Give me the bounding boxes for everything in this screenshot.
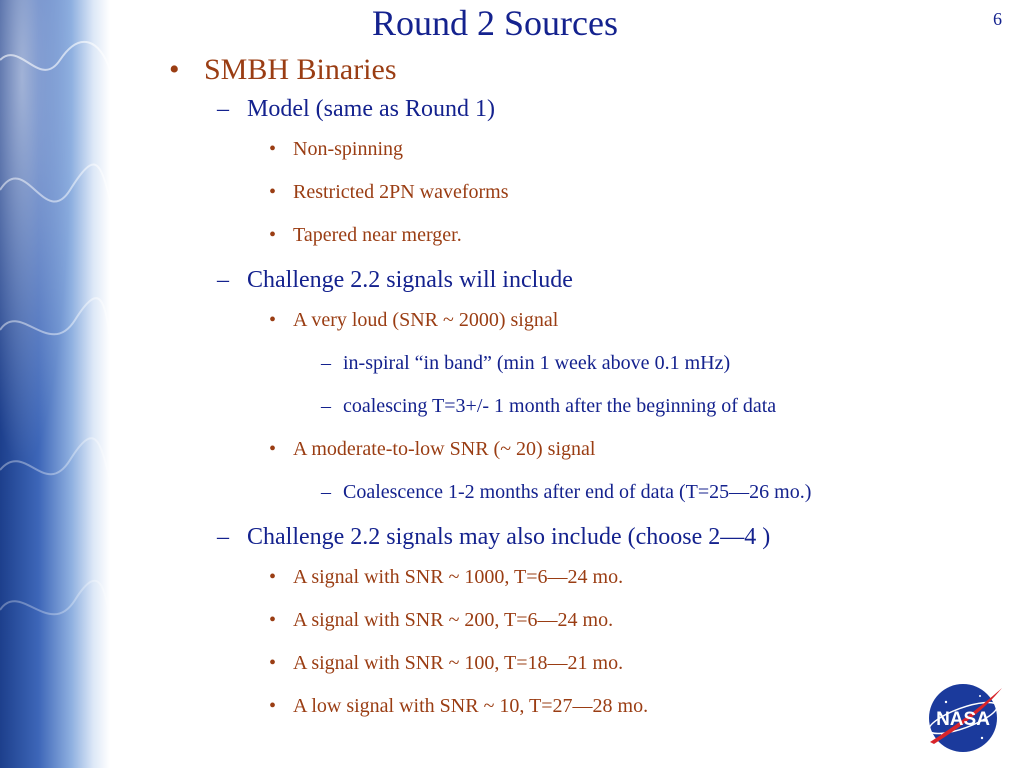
level3-text: Non-spinning — [293, 138, 403, 160]
level1-text: SMBH Binaries — [204, 53, 397, 86]
bullet-marker: • — [269, 309, 277, 331]
bullet-marker: • — [269, 652, 277, 674]
level4-list — [169, 352, 989, 432]
bullet-marker: • — [269, 566, 277, 588]
dash-marker: – — [217, 267, 229, 293]
level3-text: Tapered near merger. — [293, 224, 462, 246]
level2-list — [169, 96, 989, 732]
level3-text: Restricted 2PN waveforms — [293, 181, 509, 203]
bullet-marker: • — [269, 609, 277, 631]
level2-text: Challenge 2.2 signals may also include (choose 2—4 ) — [247, 524, 771, 550]
level3-item — [169, 652, 989, 689]
bullet-marker: • — [269, 138, 277, 160]
level4-item — [169, 481, 989, 518]
level3-item — [169, 224, 989, 261]
level4-list — [169, 481, 989, 518]
bullet-marker: • — [269, 695, 277, 717]
level3-item — [169, 695, 989, 732]
page-number: 6 — [993, 9, 1002, 29]
level3-text: A signal with SNR ~ 100, T=18—21 mo. — [293, 652, 624, 674]
bullet-list — [169, 53, 989, 732]
level3-item — [169, 138, 989, 175]
bullet-marker: • — [269, 224, 277, 246]
bullet-marker: • — [169, 53, 180, 86]
dash-marker: – — [321, 395, 331, 417]
level3-item — [169, 438, 989, 518]
bullet-marker: • — [269, 438, 277, 460]
level4-text: in-spiral “in band” (min 1 week above 0.1 mHz) — [343, 352, 731, 374]
level4-item — [169, 352, 989, 389]
level1-item — [169, 53, 989, 732]
nasa-wordmark: NASA — [936, 709, 990, 730]
bullet-marker: • — [269, 181, 277, 203]
level3-text: A moderate-to-low SNR (~ 20) signal — [293, 438, 596, 460]
level2-item — [169, 524, 989, 732]
level3-text: A signal with SNR ~ 1000, T=6—24 mo. — [293, 566, 624, 588]
decorative-side-strip — [0, 0, 110, 768]
slide-title: Round 2 Sources — [372, 3, 618, 43]
dash-marker: – — [321, 481, 331, 503]
level2-text: Challenge 2.2 signals will include — [247, 267, 573, 293]
level3-item — [169, 309, 989, 432]
level3-list — [169, 309, 989, 518]
level4-item — [169, 395, 989, 432]
level2-item — [169, 267, 989, 518]
level3-item — [169, 181, 989, 218]
level3-text: A very loud (SNR ~ 2000) signal — [293, 309, 559, 331]
level4-text: coalescing T=3+/- 1 month after the beginning of data — [343, 395, 777, 417]
level3-item — [169, 609, 989, 646]
dash-marker: – — [217, 524, 229, 550]
level2-text: Model (same as Round 1) — [247, 96, 495, 122]
level2-item — [169, 96, 989, 261]
dash-marker: – — [217, 96, 229, 122]
level3-item — [169, 566, 989, 603]
nasa-logo — [922, 680, 1004, 756]
dash-marker: – — [321, 352, 331, 374]
level3-list — [169, 566, 989, 732]
level4-text: Coalescence 1-2 months after end of data (T=25—26 mo.) — [343, 481, 812, 503]
level3-list — [169, 138, 989, 261]
level3-text: A low signal with SNR ~ 10, T=27—28 mo. — [293, 695, 649, 717]
level3-text: A signal with SNR ~ 200, T=6—24 mo. — [293, 609, 614, 631]
waveform-decoration — [0, 0, 110, 768]
